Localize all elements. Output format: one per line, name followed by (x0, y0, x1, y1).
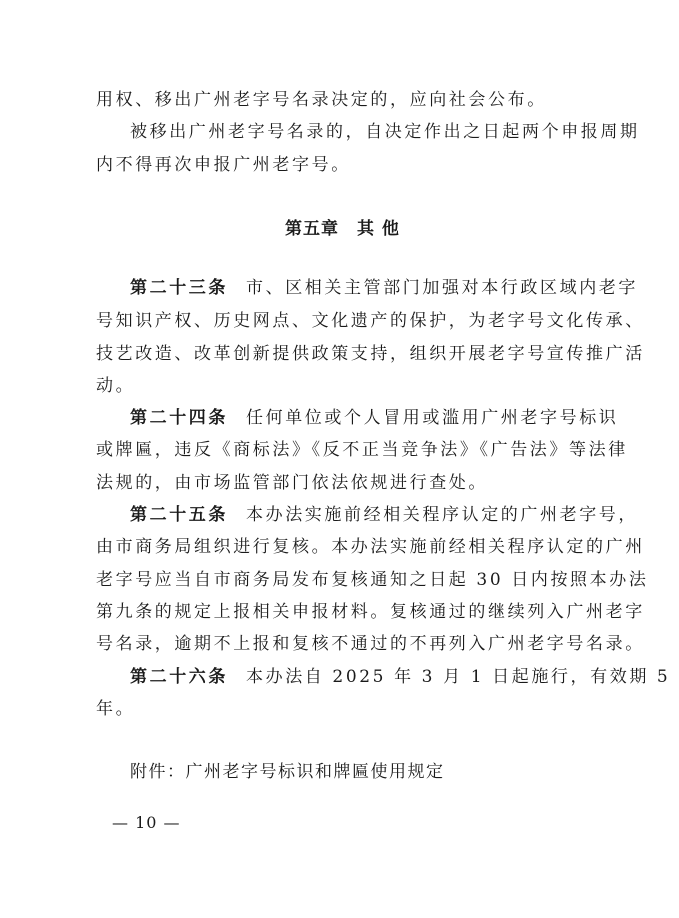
article-26-line: 年。 (96, 699, 136, 719)
article-24-label: 第二十四条 (130, 408, 228, 428)
article-23-label: 第二十三条 (130, 278, 228, 298)
article-23-line: 技艺改造、改革创新提供政策支持，组织开展老字号宣传推广活 (96, 344, 645, 364)
article-24-text: 任何单位或个人冒用或滥用广州老字号标识 (246, 408, 619, 428)
article-25-text: 本办法实施前经相关程序认定的广州老字号， (246, 505, 638, 525)
article-24-first-line (130, 406, 619, 430)
article-25-line: 号名录，逾期不上报和复核不通过的不再列入广州老字号名录。 (96, 634, 645, 654)
article-26-first-line (130, 665, 671, 689)
article-25-line: 第九条的规定上报相关申报材料。复核通过的继续列入广州老字 (96, 602, 645, 622)
article-26-label: 第二十六条 (130, 667, 228, 687)
article-25-first-line (130, 503, 638, 527)
article-25-line: 老字号应当自市商务局发布复核通知之日起 30 日内按照本办法 (96, 570, 649, 590)
article-26-text: 本办法自 2025 年 3 月 1 日起施行，有效期 5 (246, 667, 671, 687)
article-23-first-line (130, 276, 638, 300)
paragraph-line: 用权、移出广州老字号名录决定的，应向社会公布。 (96, 90, 547, 110)
paragraph-line: 被移出广州老字号名录的，自决定作出之日起两个申报周期 (130, 122, 640, 142)
article-24-line: 法规的，由市场监管部门依法依规进行查处。 (96, 473, 488, 493)
article-23-line: 号知识产权、历史网点、文化遗产的保护，为老字号文化传承、 (96, 311, 645, 331)
article-24-line: 或牌匾，违反《商标法》《反不正当竞争法》《广告法》等法律 (96, 440, 628, 460)
attachment-note: 附件：广州老字号标识和牌匾使用规定 (130, 762, 445, 782)
page-number: — 10 — (112, 813, 181, 832)
article-23-line: 动。 (96, 376, 136, 396)
article-25-line: 由市商务局组织进行复核。本办法实施前经相关程序认定的广州 (96, 537, 645, 557)
chapter-heading: 第五章 其 他 (285, 219, 400, 239)
article-23-text: 市、区相关主管部门加强对本行政区域内老字 (246, 278, 638, 298)
article-25-label: 第二十五条 (130, 505, 228, 525)
paragraph-line: 内不得再次申报广州老字号。 (96, 155, 351, 175)
